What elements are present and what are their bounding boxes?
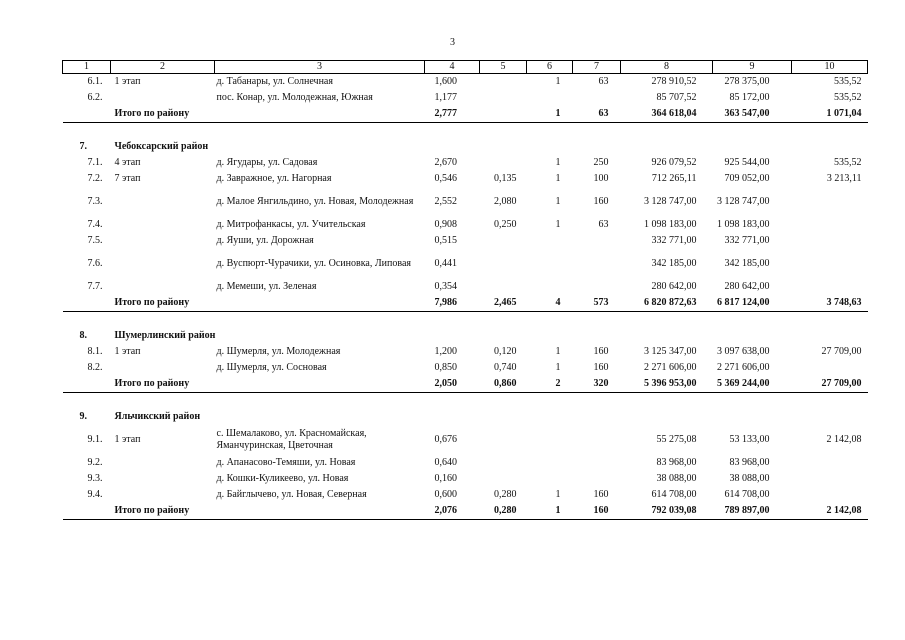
- column-header: 10: [792, 61, 868, 74]
- table-cell: [573, 471, 621, 487]
- table-cell: [527, 312, 573, 329]
- table-cell: Итого по району: [114, 505, 190, 516]
- table-cell: 1 этап: [114, 346, 141, 357]
- table-cell: 0,250: [494, 219, 517, 230]
- table-cell: пос. Конар, ул. Молодежная, Южная: [216, 92, 373, 103]
- table-cell: 0,441: [434, 258, 457, 269]
- table-cell: 0,120: [494, 346, 517, 357]
- table-cell: 3 213,11: [826, 173, 862, 184]
- table-cell: 320: [593, 378, 609, 389]
- table-cell: 614 708,00: [724, 489, 770, 500]
- table-cell: д. Вуспюрт-Чурачики, ул. Осиновка, Липовая: [216, 258, 411, 269]
- table-cell: 7.: [79, 141, 87, 152]
- table-cell: 1 071,04: [826, 108, 862, 119]
- table-cell: [527, 139, 573, 155]
- table-cell: Чебоксарский район: [114, 141, 209, 152]
- column-header: 3: [215, 61, 425, 74]
- table-cell: 278 910,52: [651, 76, 697, 87]
- table-row: [63, 425, 868, 455]
- table-cell: 792 039,08: [651, 505, 697, 516]
- table-cell: [111, 123, 215, 140]
- table-cell: 160: [593, 489, 609, 500]
- table-cell: [527, 393, 573, 410]
- table-cell: 2: [555, 378, 561, 389]
- table-cell: [573, 312, 621, 329]
- table-cell: 63: [598, 76, 609, 87]
- table-row: [63, 471, 868, 487]
- region-header-row: [63, 328, 868, 344]
- table-cell: 8.: [79, 330, 87, 341]
- data-table: [62, 60, 868, 520]
- table-cell: [111, 471, 215, 487]
- table-row: [63, 187, 868, 217]
- table-cell: [792, 233, 868, 249]
- table-cell: 535,52: [834, 76, 862, 87]
- table-cell: [573, 249, 621, 279]
- table-cell: 53 133,00: [729, 434, 770, 445]
- table-cell: 8.1.: [87, 346, 103, 357]
- table-cell: [621, 393, 713, 410]
- table-cell: д. Митрофанкасы, ул. Учительская: [216, 219, 366, 230]
- table-cell: 160: [593, 505, 609, 516]
- table-cell: [480, 312, 527, 329]
- table-cell: 0,160: [434, 473, 457, 484]
- table-cell: 2,552: [434, 196, 457, 207]
- table-cell: 0,354: [434, 281, 457, 292]
- table-cell: [111, 487, 215, 503]
- table-cell: 573: [593, 297, 609, 308]
- table-cell: д. Кошки-Куликеево, ул. Новая: [216, 473, 349, 484]
- table-cell: 63: [598, 108, 609, 119]
- table-cell: 1: [555, 362, 561, 373]
- table-cell: 100: [593, 173, 609, 184]
- table-cell: д. Шумерля, ул. Сосновая: [216, 362, 327, 373]
- table-cell: [215, 393, 425, 410]
- page-number: 3: [450, 37, 455, 48]
- table-cell: 6.2.: [87, 92, 103, 103]
- table-cell: 1: [555, 76, 561, 87]
- table-cell: [480, 328, 527, 344]
- table-cell: [573, 409, 621, 425]
- table-cell: 7 этап: [114, 173, 141, 184]
- column-header: 2: [111, 61, 215, 74]
- table-cell: д. Апанасово-Темяши, ул. Новая: [216, 457, 356, 468]
- table-cell: 1 098 183,00: [644, 219, 697, 230]
- table-cell: 709 052,00: [724, 173, 770, 184]
- table-cell: [111, 217, 215, 233]
- table-cell: 364 618,04: [651, 108, 697, 119]
- table-cell: [573, 455, 621, 471]
- table-row: [63, 279, 868, 295]
- table-cell: [573, 233, 621, 249]
- table-cell: [111, 455, 215, 471]
- table-cell: 0,860: [494, 378, 517, 389]
- table-cell: 332 771,00: [724, 235, 770, 246]
- table-cell: [792, 471, 868, 487]
- table-cell: 0,135: [494, 173, 517, 184]
- table-cell: [480, 123, 527, 140]
- table-cell: [792, 393, 868, 410]
- table-cell: 1: [555, 157, 561, 168]
- table-cell: 85 172,00: [729, 92, 770, 103]
- table-cell: с. Шемалаково, ул. Красномайская, Яманчуринская, Цветочная: [216, 428, 367, 451]
- table-cell: 2 142,08: [826, 505, 862, 516]
- table-cell: Яльчикский район: [114, 411, 201, 422]
- column-header: 6: [527, 61, 573, 74]
- table-cell: 0,280: [494, 489, 517, 500]
- table-cell: 55 275,08: [656, 434, 697, 445]
- table-cell: 0,640: [434, 457, 457, 468]
- table-cell: [573, 425, 621, 455]
- table-cell: [792, 312, 868, 329]
- table-cell: 6 820 872,63: [644, 297, 697, 308]
- table-cell: 1 этап: [114, 434, 141, 445]
- table-row: [63, 74, 868, 91]
- table-cell: 535,52: [834, 157, 862, 168]
- table-row: [63, 217, 868, 233]
- table-cell: д. Шумерля, ул. Молодежная: [216, 346, 341, 357]
- table-cell: 7,986: [434, 297, 457, 308]
- table-row: [63, 344, 868, 360]
- table-cell: 3 748,63: [826, 297, 862, 308]
- table-cell: 1,177: [434, 92, 457, 103]
- table-cell: [111, 393, 215, 410]
- table-cell: 1: [555, 108, 561, 119]
- table-cell: [573, 393, 621, 410]
- table-cell: 38 088,00: [656, 473, 697, 484]
- table-cell: Итого по району: [114, 108, 190, 119]
- table-cell: 278 375,00: [724, 76, 770, 87]
- table-cell: [480, 279, 527, 295]
- table-cell: [63, 376, 111, 393]
- table-body: [63, 74, 868, 520]
- table-cell: 0,850: [434, 362, 457, 373]
- table-cell: Шумерлинский район: [114, 330, 216, 341]
- table-row: [63, 455, 868, 471]
- table-cell: 7.6.: [87, 258, 103, 269]
- table-cell: д. Ягудары, ул. Садовая: [216, 157, 318, 168]
- table-cell: [480, 90, 527, 106]
- table-cell: [573, 279, 621, 295]
- table-cell: [425, 393, 480, 410]
- table-cell: [527, 471, 573, 487]
- table-cell: 926 079,52: [651, 157, 697, 168]
- table-cell: 1 этап: [114, 76, 141, 87]
- column-header: 5: [480, 61, 527, 74]
- column-header: 4: [425, 61, 480, 74]
- table-cell: 160: [593, 362, 609, 373]
- spacer-row: [63, 312, 868, 329]
- spacer-row: [63, 393, 868, 410]
- table-cell: 9.2.: [87, 457, 103, 468]
- table-cell: 1: [555, 196, 561, 207]
- table-cell: [480, 455, 527, 471]
- table-cell: 83 968,00: [729, 457, 770, 468]
- table-cell: [480, 409, 527, 425]
- table-cell: [792, 217, 868, 233]
- table-cell: д. Мемеши, ул. Зеленая: [216, 281, 317, 292]
- table-cell: [527, 409, 573, 425]
- table-cell: 83 968,00: [656, 457, 697, 468]
- table-cell: 1: [555, 489, 561, 500]
- table-cell: 0,546: [434, 173, 457, 184]
- table-cell: 2,465: [494, 297, 517, 308]
- table-cell: 3 125 347,00: [644, 346, 697, 357]
- table-cell: [215, 123, 425, 140]
- table-cell: 3 097 638,00: [717, 346, 770, 357]
- total-row: [63, 503, 868, 520]
- table-cell: 363 547,00: [724, 108, 770, 119]
- table-cell: 1,600: [434, 76, 457, 87]
- table-cell: [111, 187, 215, 217]
- table-cell: 160: [593, 196, 609, 207]
- table-cell: 1: [555, 346, 561, 357]
- column-header: 7: [573, 61, 621, 74]
- table-cell: [621, 139, 713, 155]
- table-cell: 8.2.: [87, 362, 103, 373]
- table-cell: [111, 249, 215, 279]
- table-cell: [63, 503, 111, 520]
- table-row: [63, 90, 868, 106]
- table-cell: [480, 106, 527, 123]
- table-cell: [480, 233, 527, 249]
- table-cell: [111, 233, 215, 249]
- table-cell: д. Байглычево, ул. Новая, Северная: [216, 489, 367, 500]
- table-cell: [63, 312, 111, 329]
- table-cell: 7.4.: [87, 219, 103, 230]
- table-cell: 1: [555, 219, 561, 230]
- table-cell: 0,280: [494, 505, 517, 516]
- total-row: [63, 106, 868, 123]
- table-row: [63, 360, 868, 376]
- table-cell: [713, 328, 792, 344]
- table-cell: [713, 409, 792, 425]
- table-cell: [111, 360, 215, 376]
- table-cell: [792, 123, 868, 140]
- table-cell: 63: [598, 219, 609, 230]
- table-cell: [480, 471, 527, 487]
- table-cell: [63, 295, 111, 312]
- table-cell: д. Яуши, ул. Дорожная: [216, 235, 314, 246]
- table-cell: 3 128 747,00: [644, 196, 697, 207]
- table-cell: [480, 393, 527, 410]
- table-cell: [792, 360, 868, 376]
- table-cell: 7.2.: [87, 173, 103, 184]
- table-cell: 1,200: [434, 346, 457, 357]
- table-cell: [480, 425, 527, 455]
- table-cell: 7.1.: [87, 157, 103, 168]
- table-cell: [621, 312, 713, 329]
- table-cell: 5 396 953,00: [644, 378, 697, 389]
- total-row: [63, 376, 868, 393]
- table-cell: 3 128 747,00: [717, 196, 770, 207]
- table-cell: [527, 249, 573, 279]
- table-cell: 0,908: [434, 219, 457, 230]
- table-header-row: [63, 61, 868, 74]
- table-cell: 2,777: [434, 108, 457, 119]
- table-cell: 0,676: [434, 434, 457, 445]
- table-cell: 789 897,00: [724, 505, 770, 516]
- table-cell: [111, 312, 215, 329]
- table-cell: Итого по району: [114, 297, 190, 308]
- table-cell: 5 369 244,00: [717, 378, 770, 389]
- spacer-row: [63, 123, 868, 140]
- table-cell: [63, 106, 111, 123]
- table-cell: [573, 139, 621, 155]
- table-cell: [63, 393, 111, 410]
- table-cell: 4: [555, 297, 561, 308]
- table-cell: 925 544,00: [724, 157, 770, 168]
- table-cell: [527, 90, 573, 106]
- table-cell: 7.3.: [87, 196, 103, 207]
- table-cell: [480, 139, 527, 155]
- table-cell: 2 271 606,00: [644, 362, 697, 373]
- table-cell: [527, 455, 573, 471]
- table-cell: 342 185,00: [724, 258, 770, 269]
- table-cell: 9.3.: [87, 473, 103, 484]
- table-cell: [527, 123, 573, 140]
- column-header: 1: [63, 61, 111, 74]
- table-cell: 2,080: [494, 196, 517, 207]
- table-cell: 342 185,00: [651, 258, 697, 269]
- table-cell: [792, 455, 868, 471]
- table-cell: [792, 187, 868, 217]
- table-row: [63, 487, 868, 503]
- table-cell: 9.: [79, 411, 87, 422]
- table-cell: [713, 312, 792, 329]
- table-cell: 2,670: [434, 157, 457, 168]
- table-cell: [63, 123, 111, 140]
- table-cell: [111, 90, 215, 106]
- table-cell: [573, 328, 621, 344]
- table-cell: 0,600: [434, 489, 457, 500]
- table-cell: 2,050: [434, 378, 457, 389]
- table-cell: 7.5.: [87, 235, 103, 246]
- region-header-row: [63, 139, 868, 155]
- table-cell: 6.1.: [87, 76, 103, 87]
- total-row: [63, 295, 868, 312]
- table-cell: 2,076: [434, 505, 457, 516]
- table-cell: 9.4.: [87, 489, 103, 500]
- table-cell: [713, 139, 792, 155]
- table-cell: [713, 393, 792, 410]
- table-cell: [792, 409, 868, 425]
- table-cell: 27 709,00: [821, 378, 862, 389]
- table-cell: 0,740: [494, 362, 517, 373]
- table-cell: [792, 139, 868, 155]
- table-cell: Итого по району: [114, 378, 190, 389]
- table-cell: [573, 123, 621, 140]
- table-cell: [573, 90, 621, 106]
- table-cell: [480, 74, 527, 91]
- table-cell: д. Табанары, ул. Солнечная: [216, 76, 333, 87]
- table-cell: [621, 328, 713, 344]
- table-cell: [425, 312, 480, 329]
- table-cell: [621, 409, 713, 425]
- table-cell: 332 771,00: [651, 235, 697, 246]
- table-cell: 27 709,00: [821, 346, 862, 357]
- table-cell: 1: [555, 505, 561, 516]
- table-cell: 85 707,52: [656, 92, 697, 103]
- column-header: 9: [713, 61, 792, 74]
- table-cell: [480, 249, 527, 279]
- table-cell: 4 этап: [114, 157, 141, 168]
- table-cell: [792, 487, 868, 503]
- table-cell: 9.1.: [87, 434, 103, 445]
- table-cell: 1 098 183,00: [717, 219, 770, 230]
- table-cell: [713, 123, 792, 140]
- table-cell: 7.7.: [87, 281, 103, 292]
- column-header: 8: [621, 61, 713, 74]
- table-cell: 280 642,00: [724, 281, 770, 292]
- table-cell: 38 088,00: [729, 473, 770, 484]
- table-cell: [480, 155, 527, 171]
- table-cell: 2 142,08: [826, 434, 862, 445]
- table-cell: [111, 279, 215, 295]
- table-cell: [527, 425, 573, 455]
- table-cell: д. Малое Янгильдино, ул. Новая, Молодежная: [216, 196, 414, 207]
- table-row: [63, 233, 868, 249]
- table-cell: [527, 233, 573, 249]
- table-cell: [425, 123, 480, 140]
- table-cell: 6 817 124,00: [717, 297, 770, 308]
- table-cell: [215, 312, 425, 329]
- table-cell: [792, 279, 868, 295]
- table-cell: 280 642,00: [651, 281, 697, 292]
- table-cell: [792, 328, 868, 344]
- table-cell: 712 265,11: [651, 173, 697, 184]
- region-header-row: [63, 409, 868, 425]
- table-cell: [527, 328, 573, 344]
- table-cell: 250: [593, 157, 609, 168]
- table-cell: д. Завражное, ул. Нагорная: [216, 173, 332, 184]
- table-cell: [621, 123, 713, 140]
- table-cell: 2 271 606,00: [717, 362, 770, 373]
- table-row: [63, 155, 868, 171]
- table-cell: 1: [555, 173, 561, 184]
- table-cell: [527, 279, 573, 295]
- table-cell: 160: [593, 346, 609, 357]
- table-cell: 535,52: [834, 92, 862, 103]
- table-row: [63, 249, 868, 279]
- table-cell: [792, 249, 868, 279]
- table-row: [63, 171, 868, 187]
- table-cell: 0,515: [434, 235, 457, 246]
- table-cell: 614 708,00: [651, 489, 697, 500]
